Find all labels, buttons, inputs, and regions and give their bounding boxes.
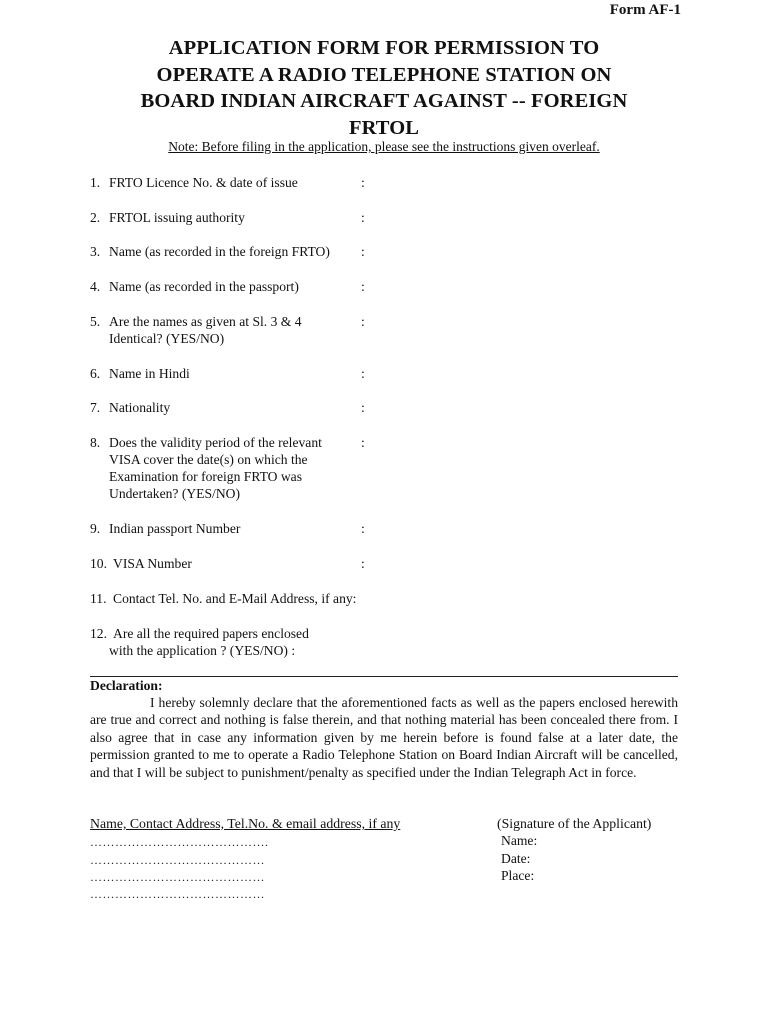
declaration-heading: Declaration: [90,678,163,693]
title-line: APPLICATION FORM FOR PERMISSION TO [168,37,600,59]
signature-label: (Signature of the Applicant) [497,816,652,831]
title-line: FRTOL [348,116,420,139]
item-colon: : [361,400,365,415]
form-number: Form AF-1 [609,2,681,18]
item-label: Indian passport Number [109,521,241,536]
item-number: 8. [90,435,101,450]
item-label: Name (as recorded in the foreign FRTO) [109,244,330,259]
title-line: OPERATE A RADIO TELEPHONE STATION ON [156,63,612,86]
item-colon: : [361,210,365,225]
item-colon: : [361,435,365,450]
item-number: 12. [90,626,107,641]
item-colon: : [361,366,365,381]
item-number: 2. [90,210,101,225]
item-label: with the application ? (YES/NO) : [109,643,296,658]
item-colon: : [361,175,365,190]
item-label: Identical? (YES/NO) [109,331,225,346]
address-dotted-line: ……………………………………. [90,835,269,849]
item-label: Nationality [109,400,171,415]
item-label: Undertaken? (YES/NO) [109,486,240,501]
item-colon: : [361,279,365,294]
item-colon: : [361,521,365,536]
item-number: 6. [90,366,101,381]
address-heading: Name, Contact Address, Tel.No. & email address, if any [90,816,401,831]
signature-place-label: Place: [501,868,535,883]
item-number: 7. [90,400,101,415]
item-label: VISA Number [113,556,192,571]
item-label: Does the validity period of the relevant [109,435,322,450]
page-title [90,35,678,141]
item-label: Are all the required papers enclosed [113,626,309,641]
item-number: 4. [90,279,101,294]
item-label: Are the names as given at Sl. 3 & 4 [109,314,302,329]
item-label: FRTOL issuing authority [109,210,245,225]
item-label: VISA cover the date(s) on which the [109,452,308,467]
item-colon: : [361,314,365,329]
item-number: 10. [90,556,107,571]
item-number: 9. [90,521,101,536]
item-number: 11. [90,591,107,606]
item-number: 3. [90,244,101,259]
item-number: 1. [90,175,101,190]
declaration-text: I hereby solemnly declare that the aforementioned facts as well as the papers enclosed herewith are true and correct and nothing is false therein, and that nothing material has been concealed there from. I also agree that in case any information given by me herein before is found false at a later date, the permission granted to me to operate a Radio Telephone Station on Board Indian Aircraft will be cancelled, and that I will be subject to punishment/penalty as specified under the Indian Telegraph Act in force. [90,695,678,780]
signature-name-label: Name: [501,833,538,848]
item-label: Examination for foreign FRTO was [109,469,302,484]
title-line: BOARD INDIAN AIRCRAFT AGAINST -- FOREIGN [140,90,628,112]
section-divider [90,676,678,677]
address-dotted-line: …………………………………… [90,870,265,884]
item-colon: : [361,244,365,259]
item-label: Name in Hindi [109,366,190,381]
item-label: Contact Tel. No. and E-Mail Address, if any: [113,591,357,606]
item-number: 5. [90,314,101,329]
item-label: Name (as recorded in the passport) [109,279,299,294]
address-dotted-line: …………………………………… [90,887,265,901]
item-label: FRTO Licence No. & date of issue [109,175,298,190]
item-colon: : [361,556,365,571]
signature-date-label: Date: [501,851,531,866]
instructions-note: Note: Before filing in the application, please see the instructions given overleaf. [168,139,600,154]
address-dotted-line: …………………………………… [90,853,265,867]
